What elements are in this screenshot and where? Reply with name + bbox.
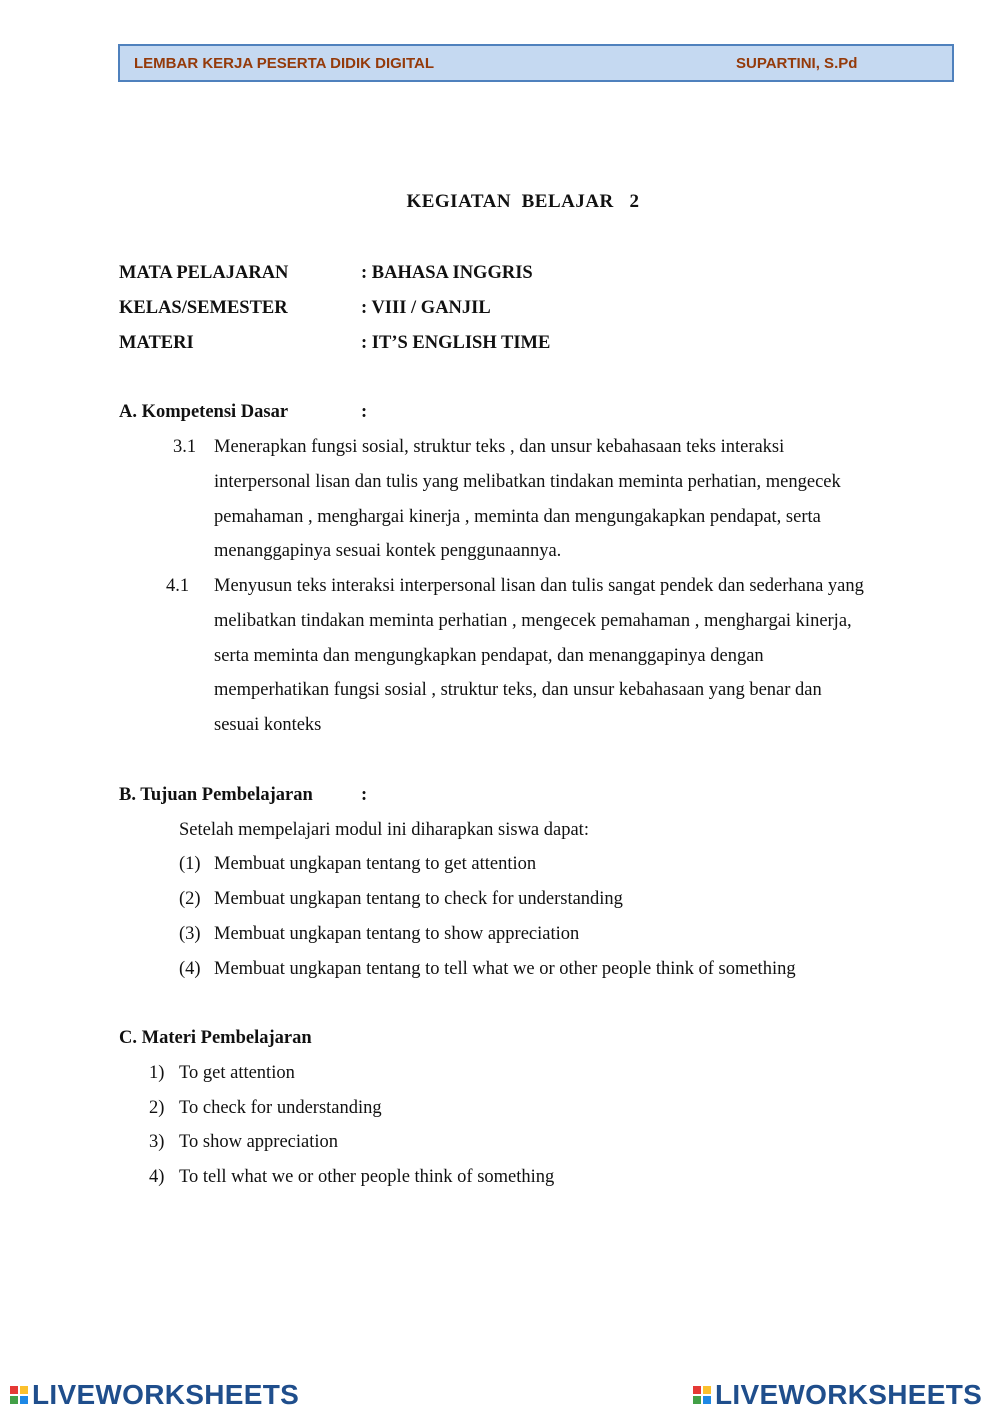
list-item-number: (2) (179, 889, 201, 909)
liveworksheets-logo-icon (693, 1386, 711, 1404)
logo-text: LIVEWORKSHEETS (32, 1379, 300, 1410)
list-item: Membuat ungkapan tentang to get attention (214, 854, 537, 874)
info-value-class: : VIII / GANJIL (361, 298, 491, 318)
list-item: To check for understanding (179, 1098, 382, 1118)
kd-item-line: Menyusun teks interaksi interpersonal lisan dan tulis sangat pendek dan sederhana yang (214, 576, 864, 596)
section-a-heading: A. Kompetensi Dasar (119, 402, 289, 422)
list-item-number: 4) (149, 1167, 165, 1187)
kd-item-line: menanggapinya sesuai kontek penggunaannya. (214, 541, 562, 561)
kd-item-line: interpersonal lisan dan tulis yang melibatkan tindakan meminta perhatian, mengecek (214, 472, 841, 492)
kd-item-line: serta meminta dan mengungkapkan pendapat, dan menanggapinya dengan (214, 646, 764, 666)
header-author: SUPARTINI, S.Pd (736, 55, 858, 72)
list-item: To tell what we or other people think of something (179, 1167, 555, 1187)
list-item: Membuat ungkapan tentang to show appreciation (214, 924, 580, 944)
info-value-material: : IT’S ENGLISH TIME (361, 333, 551, 353)
list-item: To get attention (179, 1063, 295, 1083)
info-label-subject: MATA PELAJARAN (119, 263, 289, 283)
liveworksheets-logo-right[interactable] (693, 1378, 982, 1412)
liveworksheets-logo-left[interactable] (10, 1378, 299, 1412)
info-label-class: KELAS/SEMESTER (119, 298, 288, 318)
page-header-bar (118, 44, 954, 82)
kd-item-line: pemahaman , menghargai kinerja , meminta dan mengungakapkan pendapat, serta (214, 507, 821, 527)
section-b-colon: : (361, 785, 368, 805)
list-item-number: (1) (179, 854, 201, 874)
list-item-number: (4) (179, 959, 201, 979)
kd-item-line: melibatkan tindakan meminta perhatian , mengecek pemahaman , menghargai kinerja, (214, 611, 852, 631)
info-label-material: MATERI (119, 333, 194, 353)
list-item-number: 3) (149, 1132, 165, 1152)
kd-item-line: sesuai konteks (214, 715, 322, 735)
list-item: Membuat ungkapan tentang to tell what we or other people think of something (214, 959, 796, 979)
page-title: KEGIATAN BELAJAR 2 (406, 191, 640, 212)
list-item-number: 1) (149, 1063, 165, 1083)
list-item-number: 2) (149, 1098, 165, 1118)
kd-item-number: 4.1 (166, 576, 190, 596)
kd-item-line: memperhatikan fungsi sosial , struktur teks, dan unsur kebahasaan yang benar dan (214, 680, 822, 700)
liveworksheets-logo-icon (10, 1386, 28, 1404)
section-a-colon: : (361, 402, 368, 422)
section-b-intro: Setelah mempelajari modul ini diharapkan siswa dapat: (179, 820, 589, 840)
info-value-subject: : BAHASA INGGRIS (361, 263, 533, 283)
kd-item-number: 3.1 (173, 437, 197, 457)
list-item: Membuat ungkapan tentang to check for understanding (214, 889, 623, 909)
section-c-heading: C. Materi Pembelajaran (119, 1028, 312, 1048)
section-b-heading: B. Tujuan Pembelajaran (119, 785, 313, 805)
logo-text: LIVEWORKSHEETS (715, 1379, 983, 1410)
header-left-text: LEMBAR KERJA PESERTA DIDIK DIGITAL (134, 55, 435, 72)
list-item: To show appreciation (179, 1132, 338, 1152)
kd-item-line: Menerapkan fungsi sosial, struktur teks , dan unsur kebahasaan teks interaksi (214, 437, 785, 457)
list-item-number: (3) (179, 924, 201, 944)
